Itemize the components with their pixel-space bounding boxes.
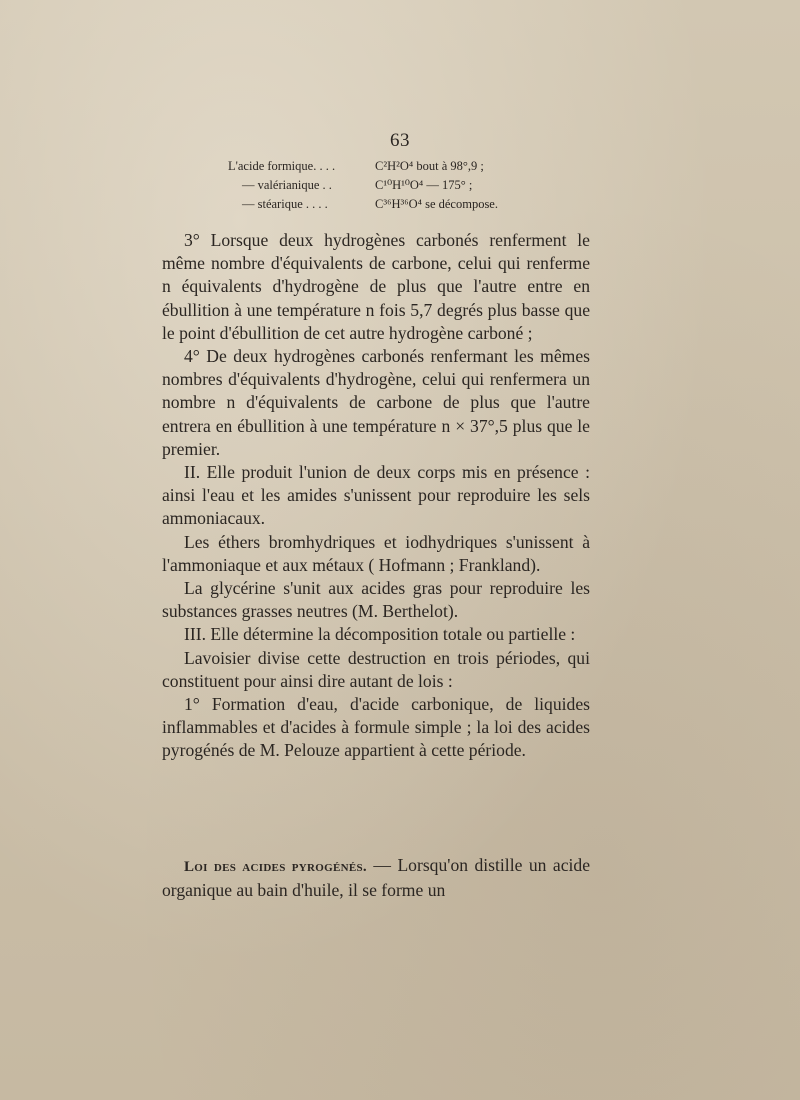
section-pyrogenic-acids (162, 854, 590, 902)
paragraph-lavoisier: Lavoisier divise cette destruction en trois périodes, qui constituent pour ainsi dire autant de lois : (162, 647, 590, 691)
section-heading: Loi des acides pyrogénés. (184, 859, 367, 875)
paragraph-union: II. Elle produit l'union de deux corps mis en présence : ainsi l'eau et les amides s'unissent pour reproduire les sels ammoniacaux. (162, 462, 590, 529)
formula-name: L'acide formique. . . . (228, 159, 336, 173)
formula-name: — valérianique . . (242, 178, 332, 192)
formula-name: — stéarique . . . . (242, 197, 328, 211)
formula-value: C¹⁰H¹⁰O⁴ — 175° ; (375, 178, 473, 192)
paragraph-ethers: Les éthers bromhydriques et iodhydriques s'unissent à l'ammoniaque et aux métaux ( Hofmann ; Frankland). (162, 531, 590, 575)
paragraph-rule-4: 4° De deux hydrogènes carbonés renfermant les mêmes nombres d'équivalents d'hydrogène, celui qui renfermera un nombre n d'équivalents de carbone de plus que l'autre entrera en ébullition à une température n × 37°,5 plus que le premier. (162, 346, 590, 459)
section-paragraph (162, 854, 590, 902)
paragraph-formation: 1° Formation d'eau, d'acide carbonique, de liquides inflammables et d'acides à formule simple ; la loi des acides pyrogénés de M. Pelouze appartient à cette période. (162, 694, 590, 761)
body-text (162, 229, 590, 763)
formula-row-formic (228, 157, 498, 176)
boiling-point-table (228, 157, 498, 214)
formula-value: C³⁶H³⁶O⁴ se décompose. (375, 197, 498, 211)
paragraph-decomposition: III. Elle détermine la décomposition totale ou partielle : (184, 624, 576, 645)
page-number: 63 (390, 130, 410, 151)
paragraph-rule-3: 3° Lorsque deux hydrogènes carbonés renferment le même nombre d'équivalents de carbone, celui qui renferme n équivalents d'hydrogène de plus que l'autre entre en ébullition à une température n fois 5,7 degrés plus basse que le point d'ébullition de cet autre hydrogène carboné ; (162, 230, 590, 343)
paragraph-glycerine: La glycérine s'unit aux acides gras pour reproduire les substances grasses neutres (M. Berthelot). (162, 578, 590, 622)
section-text: — Lorsqu'on distille un acide organique au bain d'huile, il se forme un (162, 855, 591, 901)
formula-value: C²H²O⁴ bout à 98°,9 ; (375, 159, 484, 173)
formula-row-stearic (228, 195, 498, 214)
formula-row-valerianic (228, 176, 498, 195)
